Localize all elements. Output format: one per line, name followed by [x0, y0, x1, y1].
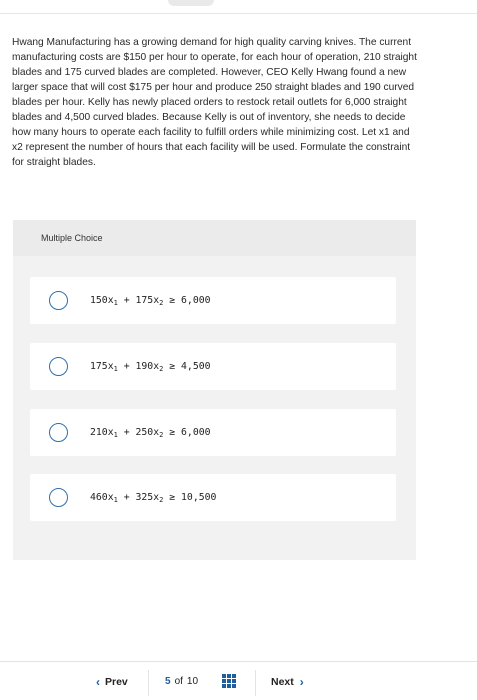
choice-text: $460x_1 + 325x_2 \ge 10,500$	[90, 491, 217, 504]
of-label: of	[174, 676, 183, 687]
chevron-right-icon: ›	[299, 674, 304, 689]
page-indicator	[165, 662, 198, 700]
prev-label: Prev	[105, 675, 128, 688]
total-pages: 10	[186, 676, 199, 687]
multiple-choice-panel	[13, 220, 416, 560]
radio-button-icon[interactable]	[49, 423, 68, 442]
choice-option-3[interactable]	[30, 409, 396, 456]
next-label: Next	[271, 675, 294, 688]
top-tab[interactable]	[168, 0, 214, 6]
choice-text: $210x_1 + 250x_2 \ge 6,000$	[90, 426, 211, 439]
top-strip	[0, 0, 477, 14]
current-page: 5	[165, 676, 171, 687]
grid-icon[interactable]	[222, 674, 236, 688]
bottom-navigation-bar	[0, 661, 477, 700]
radio-button-icon[interactable]	[49, 357, 68, 376]
choice-option-2[interactable]	[30, 343, 396, 390]
choice-text: $175x_1 + 190x_2 \ge 4,500$	[90, 360, 211, 373]
divider	[255, 670, 256, 696]
choice-option-4[interactable]	[30, 474, 396, 521]
multiple-choice-header: Multiple Choice	[13, 220, 416, 256]
divider	[148, 670, 149, 696]
prev-button[interactable]	[96, 662, 128, 700]
next-button[interactable]	[271, 662, 304, 700]
chevron-left-icon: ‹	[96, 674, 100, 689]
choice-option-1[interactable]	[30, 277, 396, 324]
radio-button-icon[interactable]	[49, 488, 68, 507]
question-text: Hwang Manufacturing has a growing demand for high quality carving knives. The current manufacturing costs are $150 per hour to operate, for each hour of operation, 210 straight blades and 175 curved blades are completed. However, CEO Kelly Hwang found a new larger space that will cost $175 per hour and produce 250 straight blades and 190 curved blades per hour. Kelly has newly placed orders to restock retail outlets for 6,000 straight blades and 4,500 curved blades. Because Kelly is out of inventory, she needs to decide how many hours to operate each facility to fulfill orders while minimizing cost. Let x1 and x2 represent the number of hours that each facility will be used. Formulate the constraint for straight blades.	[12, 37, 417, 168]
radio-button-icon[interactable]	[49, 291, 68, 310]
choice-text: $150x_1 + 175x_2 \ge 6,000$	[90, 294, 211, 307]
